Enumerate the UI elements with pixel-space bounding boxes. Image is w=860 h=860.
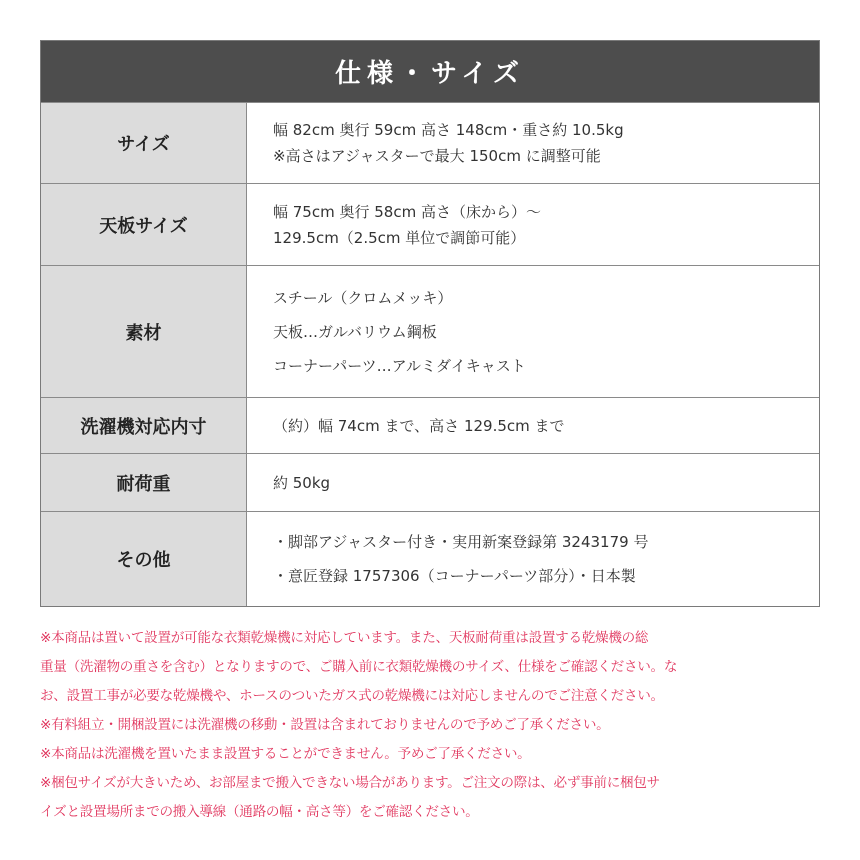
spec-value-load-capacity xyxy=(247,454,819,511)
note-line: ※梱包サイズが大きいため、お部屋まで搬入できない場合があります。ご注文の際は、必ず事前に梱包サ xyxy=(40,775,660,791)
spec-table xyxy=(40,40,820,607)
spec-value-line: （約）幅 74cm まで、高さ 129.5cm まで xyxy=(273,417,565,435)
spec-label-top-size: 天板サイズ xyxy=(41,184,247,265)
spec-table-title: 仕様・サイズ xyxy=(41,41,819,102)
spec-value-size xyxy=(247,103,819,183)
spec-label-other: その他 xyxy=(41,512,247,606)
spec-value-top-size xyxy=(247,184,819,265)
spec-value-line: ・意匠登録 1757306（コーナーパーツ部分）・日本製 xyxy=(273,567,636,585)
spec-row-washer-dimensions xyxy=(41,397,819,453)
spec-value-material xyxy=(247,266,819,397)
spec-row-top-size xyxy=(41,183,819,265)
note-line: ※有料組立・開梱設置には洗濯機の移動・設置は含まれておりませんので予めご了承ください。 xyxy=(40,717,610,733)
spec-value-line: 約 50kg xyxy=(273,474,331,492)
spec-value-line: 天板…ガルバリウム鋼板 xyxy=(273,322,437,341)
spec-label-load-capacity: 耐荷重 xyxy=(41,454,247,511)
notes xyxy=(40,624,822,827)
spec-value-line: 幅 75cm 奥行 58cm 高さ（床から）〜 xyxy=(273,202,541,221)
spec-value-washer-dimensions xyxy=(247,398,819,453)
spec-row-material xyxy=(41,265,819,397)
note-line: お、設置工事が必要な乾燥機や、ホースのついたガス式の乾燥機には対応しませんのでご注意ください。 xyxy=(40,688,664,704)
spec-row-other xyxy=(41,511,819,606)
spec-value-line: スチール（クロムメッキ） xyxy=(273,288,453,307)
spec-value-line: コーナーパーツ…アルミダイキャスト xyxy=(273,356,526,375)
spec-label-material: 素材 xyxy=(41,266,247,397)
note-line: 重量（洗濯物の重さを含む）となりますので、ご購入前に衣類乾燥機のサイズ、仕様をご確認ください。な xyxy=(40,659,678,675)
spec-value-line: ・脚部アジャスター付き・実用新案登録第 3243179 号 xyxy=(273,533,649,551)
spec-value-line: 幅 82cm 奥行 59cm 高さ 148cm・重さ約 10.5kg xyxy=(273,121,624,139)
spec-label-washer-dimensions: 洗濯機対応内寸 xyxy=(41,398,247,453)
spec-row-size xyxy=(41,102,819,183)
spec-label-size: サイズ xyxy=(41,103,247,183)
spec-value-line: ※高さはアジャスターで最大 150cm に調整可能 xyxy=(273,147,601,165)
spec-value-line: 129.5cm（2.5cm 単位で調節可能） xyxy=(273,228,526,247)
spec-row-load-capacity xyxy=(41,453,819,511)
note-line: ※本商品は洗濯機を置いたまま設置することができません。予めご了承ください。 xyxy=(40,746,531,762)
note-line: イズと設置場所までの搬入導線（通路の幅・高さ等）をご確認ください。 xyxy=(40,804,479,820)
note-line: ※本商品は置いて設置が可能な衣類乾燥機に対応しています。また、天板耐荷重は設置する乾燥機の総 xyxy=(40,630,649,646)
spec-value-other xyxy=(247,512,819,606)
